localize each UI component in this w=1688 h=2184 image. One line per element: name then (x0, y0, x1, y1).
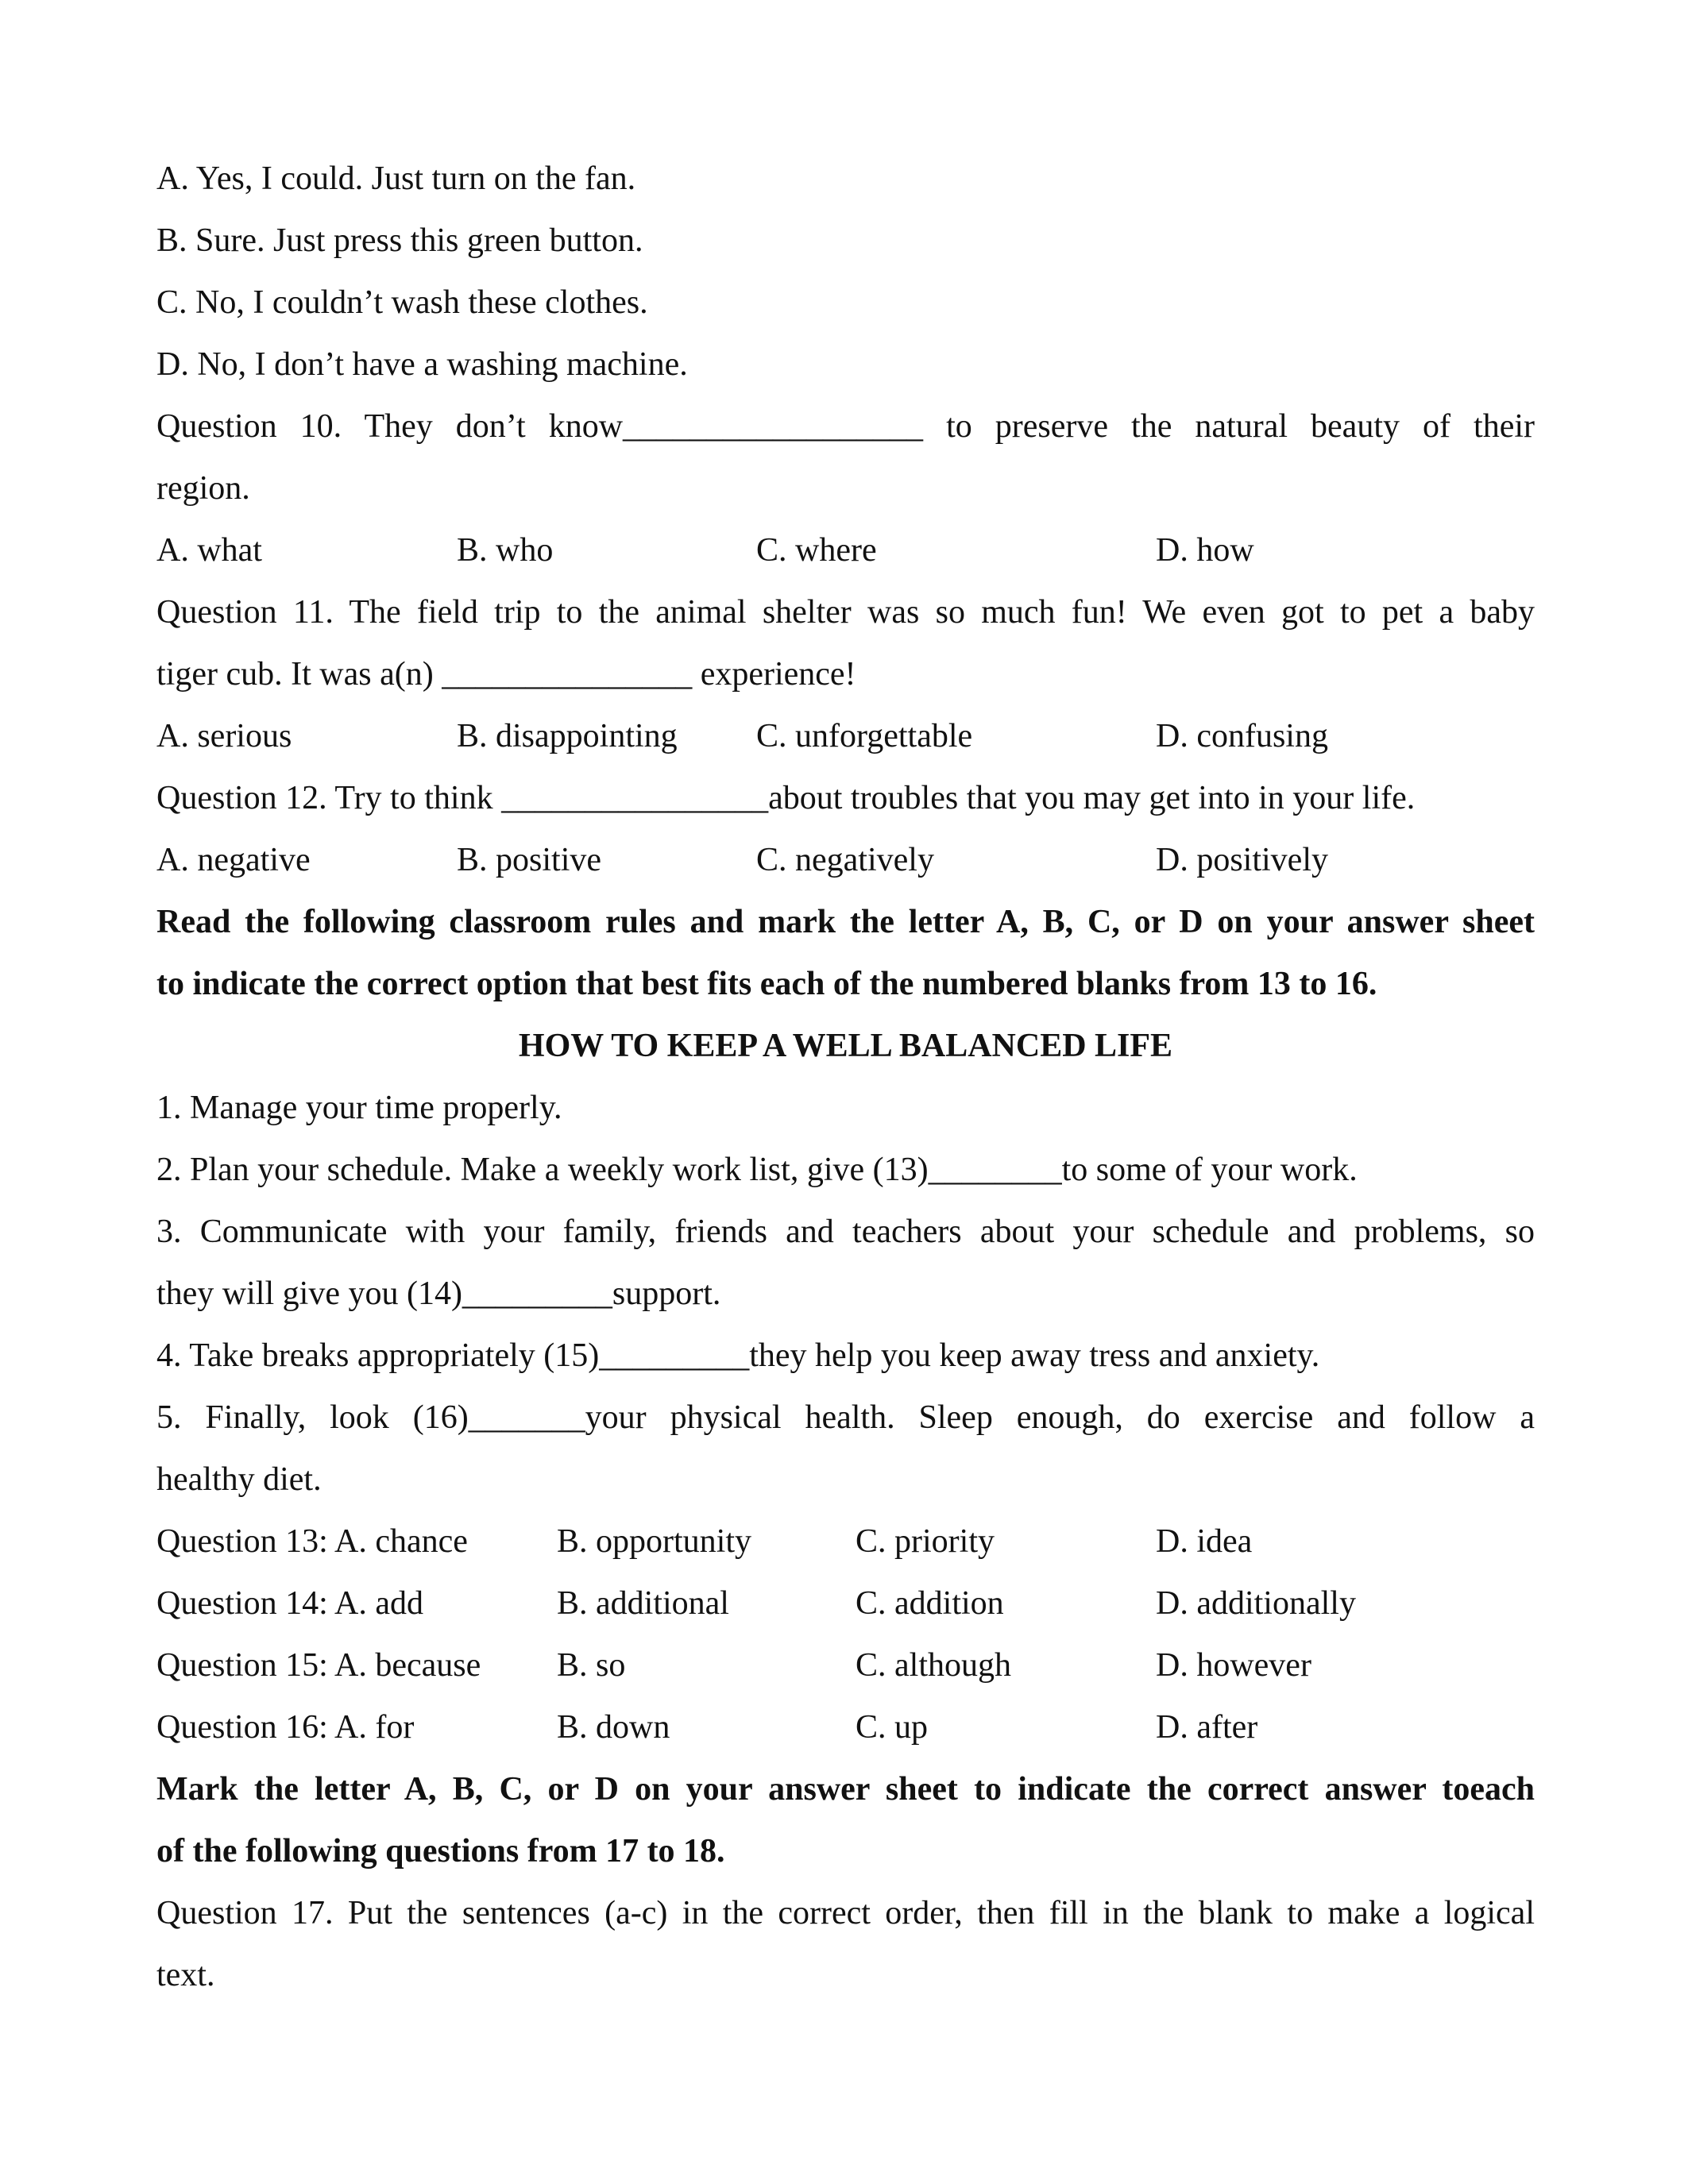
q10-option-d: D. how (1156, 532, 1254, 569)
q10-options (156, 527, 1535, 589)
q9-option-a: A. Yes, I could. Just turn on the fan. (156, 160, 636, 197)
q13-options (156, 1518, 1535, 1580)
passage-item-4: 4. Take breaks appropriately (15)_________they help you keep away tress and anxiety. (156, 1337, 1320, 1374)
q12-options (156, 837, 1535, 899)
q9-option-b: B. Sure. Just press this green button. (156, 222, 643, 259)
q11-line-2: tiger cub. It was a(n) _______________ experience! (156, 656, 856, 693)
instruction-17-18-line-2: of the following questions from 17 to 18. (156, 1833, 725, 1870)
q15-label-option-a: Question 15: A. because (156, 1647, 481, 1684)
q11-line-1: Question 11. The field trip to the animal shelter was so much fun! We even got to pet a baby (156, 594, 1535, 631)
passage-item-3-line-2: they will give you (14)_________support. (156, 1275, 721, 1312)
q17-line-2: text. (156, 1957, 215, 1993)
q11-option-b: B. disappointing (457, 718, 678, 754)
q14-option-d: D. additionally (1156, 1585, 1356, 1622)
q15-options (156, 1642, 1535, 1704)
q16-option-b: B. down (557, 1709, 670, 1746)
q14-options (156, 1580, 1535, 1642)
instruction-13-16-line-2: to indicate the correct option that best fits each of the numbered blanks from 13 to 16. (156, 966, 1377, 1002)
passage-item-3-line-1: 3. Communicate with your family, friends and teachers about your schedule and problems, so (156, 1214, 1535, 1250)
q10-option-b: B. who (457, 532, 554, 569)
q11-options (156, 713, 1535, 775)
instruction-17-18-line-1: Mark the letter A, B, C, or D on your answer sheet to indicate the correct answer toeach (156, 1771, 1535, 1808)
q14-option-b: B. additional (557, 1585, 729, 1622)
document-content (156, 156, 1535, 2014)
q16-options (156, 1704, 1535, 1766)
passage-title: HOW TO KEEP A WELL BALANCED LIFE (518, 1028, 1173, 1064)
q10-line-1: Question 10. They don’t know__________________ to preserve the natural beauty of their (156, 408, 1535, 445)
q14-label-option-a: Question 14: A. add (156, 1585, 423, 1622)
q12-option-a: A. negative (156, 842, 311, 878)
q12-option-d: D. positively (1156, 842, 1328, 878)
q10-option-c: C. where (756, 532, 877, 569)
q15-option-b: B. so (557, 1647, 626, 1684)
q11-option-c: C. unforgettable (756, 718, 973, 754)
q15-option-d: D. however (1156, 1647, 1311, 1684)
q13-option-c: C. priority (856, 1523, 995, 1560)
q12-option-c: C. negatively (756, 842, 934, 878)
q11-option-d: D. confusing (1156, 718, 1328, 754)
q14-option-c: C. addition (856, 1585, 1004, 1622)
q12-option-b: B. positive (457, 842, 602, 878)
passage-item-1: 1. Manage your time properly. (156, 1090, 562, 1126)
q11-option-a: A. serious (156, 718, 292, 754)
q10-line-2: region. (156, 470, 250, 507)
q16-option-d: D. after (1156, 1709, 1258, 1746)
q16-label-option-a: Question 16: A. for (156, 1709, 415, 1746)
q9-option-c: C. No, I couldn’t wash these clothes. (156, 284, 648, 321)
passage-item-2: 2. Plan your schedule. Make a weekly work list, give (13)________to some of your work. (156, 1152, 1358, 1188)
instruction-13-16-line-1: Read the following classroom rules and mark the letter A, B, C, or D on your answer sheet (156, 904, 1535, 940)
q13-option-d: D. idea (1156, 1523, 1253, 1560)
q13-option-b: B. opportunity (557, 1523, 752, 1560)
passage-item-5-line-1: 5. Finally, look (16)_______your physical health. Sleep enough, do exercise and follow a (156, 1399, 1535, 1436)
q13-label-option-a: Question 13: A. chance (156, 1523, 468, 1560)
q10-option-a: A. what (156, 532, 262, 569)
q12-line-1: Question 12. Try to think ________________about troubles that you may get into in your life. (156, 780, 1416, 816)
passage-item-5-line-2: healthy diet. (156, 1461, 322, 1498)
q17-line-1: Question 17. Put the sentences (a-c) in the correct order, then fill in the blank to make a logical (156, 1895, 1535, 1931)
q9-option-d: D. No, I don’t have a washing machine. (156, 346, 688, 383)
q15-option-c: C. although (856, 1647, 1011, 1684)
q16-option-c: C. up (856, 1709, 929, 1746)
